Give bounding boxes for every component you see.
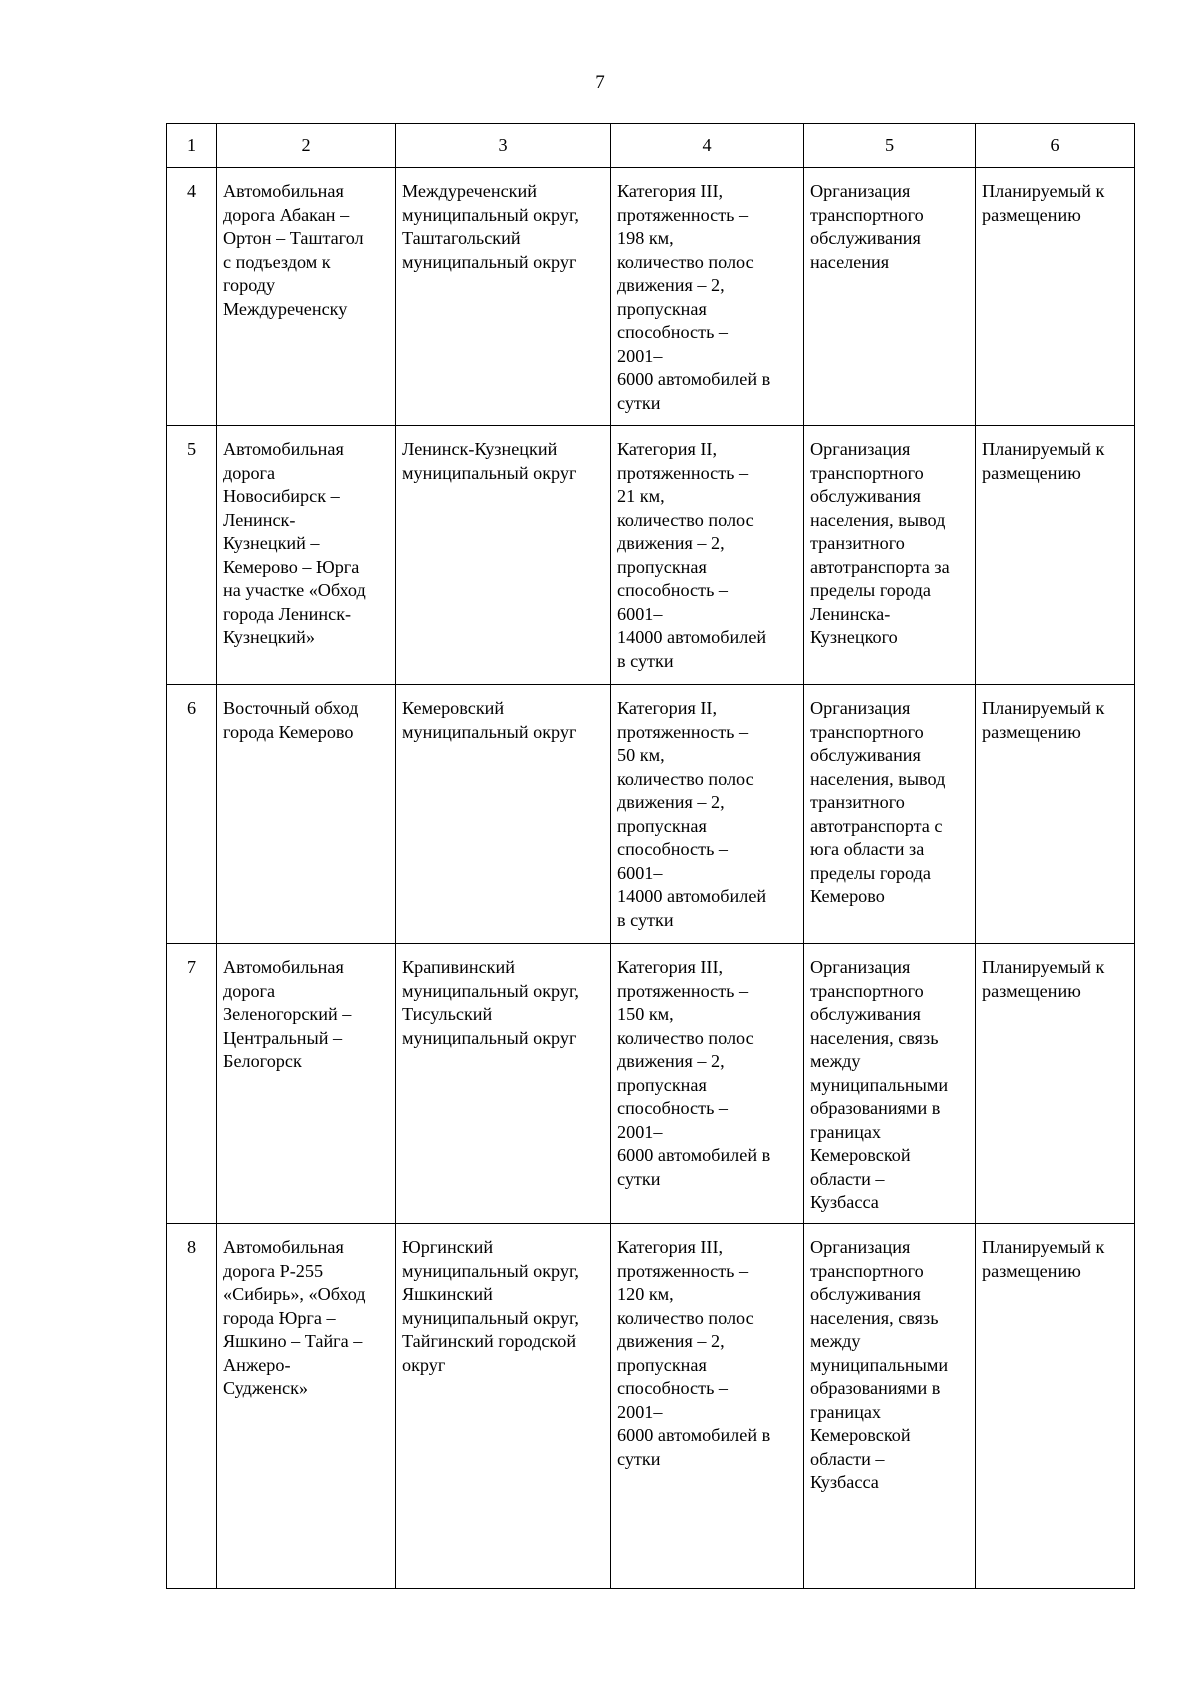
road-characteristics: Категория II, протяженность – 50 км, количество полос движения – 2, пропускная способность – 6001– 14000 автомобилей в сутки: [611, 685, 804, 944]
table-row: [167, 168, 1135, 426]
column-header: 2: [217, 124, 396, 168]
road-characteristics: Категория III, протяженность – 120 км, количество полос движения – 2, пропускная способность – 2001– 6000 автомобилей в сутки: [611, 1224, 804, 1589]
road-purpose: Организация транспортного обслуживания населения, вывод транзитного автотранспорта за пределы города Ленинска- Кузнецкого: [804, 426, 976, 685]
road-name: Автомобильная дорога Зеленогорский – Центральный – Белогорск: [217, 944, 396, 1224]
road-location: Междуреченский муниципальный округ, Таштагольский муниципальный округ: [396, 168, 611, 426]
row-number: 7: [167, 944, 217, 1224]
road-status: Планируемый к размещению: [976, 1224, 1135, 1589]
road-location: Крапивинский муниципальный округ, Тисульский муниципальный округ: [396, 944, 611, 1224]
row-number: 5: [167, 426, 217, 685]
road-name: Автомобильная дорога Р-255 «Сибирь», «Обход города Юрга – Яшкино – Тайга – Анжеро- Судженск»: [217, 1224, 396, 1589]
road-location: Юргинский муниципальный округ, Яшкинский муниципальный округ, Тайгинский городской округ: [396, 1224, 611, 1589]
road-name: Восточный обход города Кемерово: [217, 685, 396, 944]
table-row: [167, 1224, 1135, 1589]
road-purpose: Организация транспортного обслуживания населения, вывод транзитного автотранспорта с юга области за пределы города Кемерово: [804, 685, 976, 944]
road-characteristics: Категория III, протяженность – 198 км, количество полос движения – 2, пропускная способность – 2001– 6000 автомобилей в сутки: [611, 168, 804, 426]
road-status: Планируемый к размещению: [976, 685, 1135, 944]
road-location: Ленинск-Кузнецкий муниципальный округ: [396, 426, 611, 685]
row-number: 4: [167, 168, 217, 426]
road-location: Кемеровский муниципальный округ: [396, 685, 611, 944]
column-header: 1: [167, 124, 217, 168]
row-number: 8: [167, 1224, 217, 1589]
table-row: [167, 685, 1135, 944]
page-number: 7: [595, 72, 605, 93]
road-purpose: Организация транспортного обслуживания населения, связь между муниципальными образованиями в границах Кемеровской области – Кузбасса: [804, 1224, 976, 1589]
table-header-row: [167, 124, 1135, 168]
column-header: 3: [396, 124, 611, 168]
road-status: Планируемый к размещению: [976, 426, 1135, 685]
road-purpose: Организация транспортного обслуживания населения: [804, 168, 976, 426]
road-characteristics: Категория III, протяженность – 150 км, количество полос движения – 2, пропускная способность – 2001– 6000 автомобилей в сутки: [611, 944, 804, 1224]
column-header: 5: [804, 124, 976, 168]
road-status: Планируемый к размещению: [976, 168, 1135, 426]
road-purpose: Организация транспортного обслуживания населения, связь между муниципальными образованиями в границах Кемеровской области – Кузбасса: [804, 944, 976, 1224]
row-number: 6: [167, 685, 217, 944]
roads-table: [166, 123, 1135, 1589]
road-characteristics: Категория II, протяженность – 21 км, количество полос движения – 2, пропускная способность – 6001– 14000 автомобилей в сутки: [611, 426, 804, 685]
column-header: 4: [611, 124, 804, 168]
road-name: Автомобильная дорога Абакан – Ортон – Таштагол с подъездом к городу Междуреченску: [217, 168, 396, 426]
table-row: [167, 426, 1135, 685]
table-row: [167, 944, 1135, 1224]
column-header: 6: [976, 124, 1135, 168]
road-name: Автомобильная дорога Новосибирск – Ленинск- Кузнецкий – Кемерово – Юрга на участке «Обход города Ленинск- Кузнецкий»: [217, 426, 396, 685]
road-status: Планируемый к размещению: [976, 944, 1135, 1224]
